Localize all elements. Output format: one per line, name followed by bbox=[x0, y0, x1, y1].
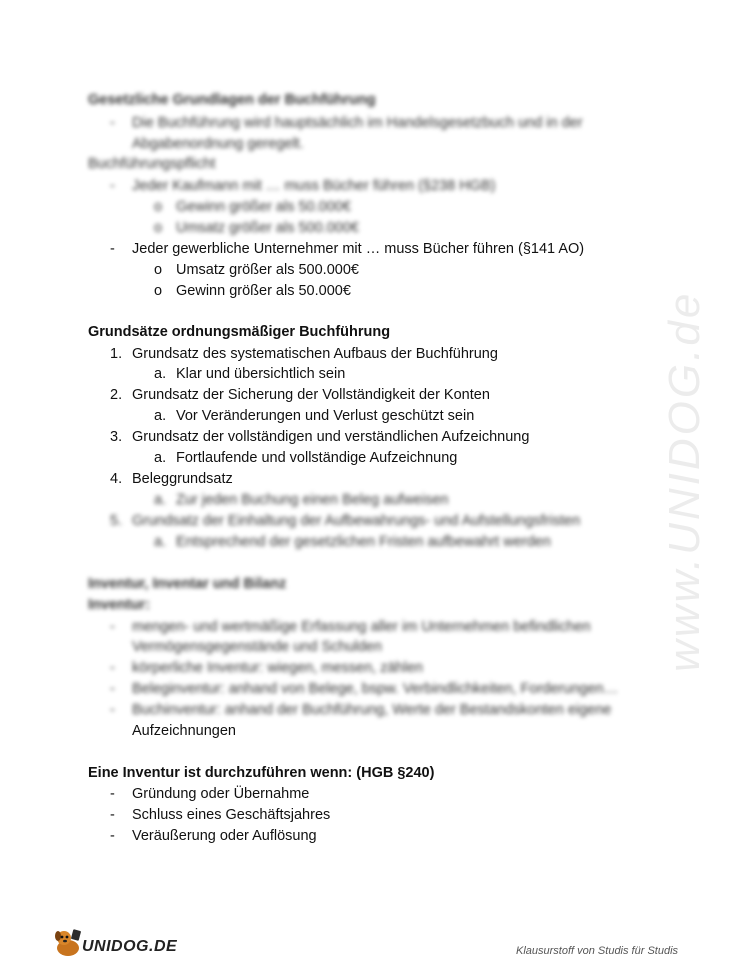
dash-marker: - bbox=[110, 681, 115, 697]
list-item-text: Schluss eines Geschäftsjahres bbox=[132, 807, 331, 823]
dash-marker: - bbox=[110, 241, 115, 257]
letter-marker: a. bbox=[154, 366, 167, 382]
section-heading: Gesetzliche Grundlagen der Buchführung bbox=[88, 92, 376, 108]
footer-slogan: Klausurstoff von Studis für Studis bbox=[516, 945, 679, 957]
circle-marker: o bbox=[154, 220, 163, 236]
list-item-text: Umsatz größer als 500.000€ bbox=[176, 262, 359, 278]
unidog-logo bbox=[52, 926, 178, 960]
logo-text: UNIDOG.DE bbox=[82, 938, 178, 955]
list-item-text: Gewinn größer als 50.000€ bbox=[176, 283, 351, 299]
list-item-text: Fortlaufende und vollständige Aufzeichnung bbox=[176, 450, 458, 466]
list-item-text: Die Buchführung wird hauptsächlich im Handelsgesetzbuch und in der bbox=[132, 115, 583, 131]
list-item-text: Abgabenordnung geregelt. bbox=[132, 136, 304, 152]
list-item-text: Zur jeden Buchung einen Beleg aufweisen bbox=[176, 492, 449, 508]
list-item-text: Entsprechend der gesetzlichen Fristen aufbewahrt werden bbox=[176, 534, 551, 550]
watermark: www.UNIDOG.de bbox=[660, 290, 709, 672]
dash-marker: - bbox=[110, 660, 115, 676]
dash-marker: - bbox=[110, 828, 115, 844]
list-item-text: mengen- und wertmäßige Erfassung aller im Unternehmen befindlichen bbox=[132, 619, 591, 635]
section-heading: Inventur, Inventar und Bilanz bbox=[88, 576, 287, 592]
list-item-text: Gründung oder Übernahme bbox=[132, 786, 310, 802]
subheading: Inventur: bbox=[88, 597, 151, 613]
dash-marker: - bbox=[110, 807, 115, 823]
section-heading: Grundsätze ordnungsmäßiger Buchführung bbox=[88, 324, 391, 340]
list-item-text: Umsatz größer als 500.000€ bbox=[176, 220, 359, 236]
list-item-text: Gewinn größer als 50.000€ bbox=[176, 199, 351, 215]
list-item-text: Buchinventur: anhand der Buchführung, Werte der Bestandskonten eigene bbox=[132, 702, 612, 718]
list-item-text: Klar und übersichtlich sein bbox=[176, 366, 346, 382]
dash-marker: - bbox=[110, 702, 115, 718]
list-item-text: Aufzeichnungen bbox=[132, 723, 236, 739]
circle-marker: o bbox=[154, 199, 163, 215]
number-marker: 3. bbox=[110, 429, 123, 445]
list-item-text: Beleggrundsatz bbox=[132, 471, 233, 487]
list-item-text: Vermögensgegenstände und Schulden bbox=[132, 639, 382, 655]
list-item-text: Grundsatz der Einhaltung der Aufbewahrungs- und Aufstellungsfristen bbox=[132, 513, 581, 529]
list-item-text: Vor Veränderungen und Verlust geschützt sein bbox=[176, 408, 475, 424]
letter-marker: a. bbox=[154, 450, 167, 466]
dog-icon bbox=[52, 926, 86, 960]
list-item-text: Grundsatz der Sicherung der Vollständigkeit der Konten bbox=[132, 387, 490, 403]
dash-marker: - bbox=[110, 786, 115, 802]
list-item-text: Jeder Kaufmann mit … muss Bücher führen (§238 HGB) bbox=[132, 178, 496, 194]
list-item-text: Grundsatz der vollständigen und verständlichen Aufzeichnung bbox=[132, 429, 530, 445]
section-heading: Eine Inventur ist durchzuführen wenn: (HGB §240) bbox=[88, 765, 435, 781]
dash-marker: - bbox=[110, 178, 115, 194]
circle-marker: o bbox=[154, 262, 163, 278]
list-item-text: Grundsatz des systematischen Aufbaus der Buchführung bbox=[132, 346, 498, 362]
dash-marker: - bbox=[110, 115, 115, 131]
letter-marker: a. bbox=[154, 534, 167, 550]
list-item-text: Veräußerung oder Auflösung bbox=[132, 828, 317, 844]
list-item-text: Beleginventur: anhand von Belege, bspw. Verbindlichkeiten, Forderungen… bbox=[132, 681, 619, 697]
number-marker: 4. bbox=[110, 471, 123, 487]
number-marker: 2. bbox=[110, 387, 123, 403]
list-item-text: Jeder gewerbliche Unternehmer mit … muss Bücher führen (§141 AO) bbox=[132, 241, 585, 257]
dash-marker: - bbox=[110, 619, 115, 635]
letter-marker: a. bbox=[154, 492, 167, 508]
number-marker: 1. bbox=[110, 346, 123, 362]
letter-marker: a. bbox=[154, 408, 167, 424]
subheading: Buchführungspflicht bbox=[88, 156, 216, 172]
circle-marker: o bbox=[154, 283, 163, 299]
list-item-text: körperliche Inventur: wiegen, messen, zählen bbox=[132, 660, 423, 676]
number-marker: 5. bbox=[110, 513, 123, 529]
